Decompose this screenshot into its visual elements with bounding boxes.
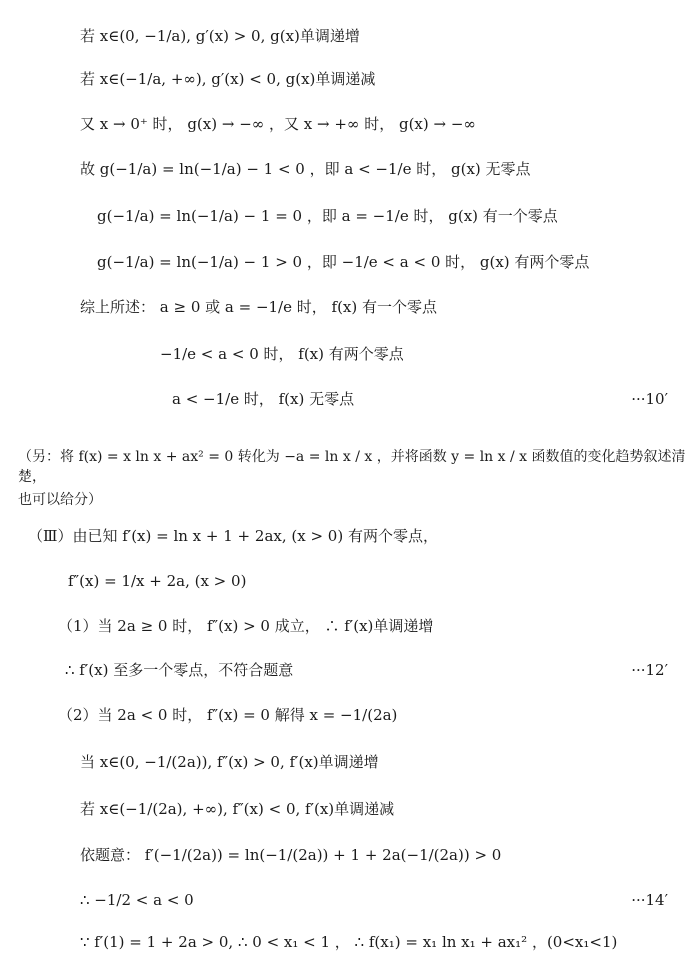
part-3-intro: （Ⅲ）由已知 f′(x) = ln x + 1 + 2ax, (x > 0) 有两个零点，: [28, 527, 438, 545]
case-1: （1）当 2a ≥ 0 时， f″(x) > 0 成立， ∴ f′(x)单调递增: [58, 617, 434, 635]
line-8: −1/e < a < 0 时， f(x) 有两个零点: [160, 345, 404, 363]
a-range: ∴ −1/2 < a < 0: [80, 891, 194, 909]
case-2: （2）当 2a < 0 时， f″(x) = 0 解得 x = −1/(2a): [58, 706, 398, 724]
line-6: g(−1/a) = ln(−1/a) − 1 > 0 ，即 −1/e < a < 0 时， g(x) 有两个零点: [97, 253, 590, 271]
case-1-conclusion: ∴ f′(x) 至多一个零点，不符合题意: [65, 661, 294, 679]
case-2-decreasing: 若 x∈(−1/(2a), +∞), f″(x) < 0, f′(x)单调递减: [80, 800, 395, 818]
line-4: 故 g(−1/a) = ln(−1/a) − 1 < 0 ，即 a < −1/e 时， g(x) 无零点: [80, 160, 531, 178]
line-2: 若 x∈(−1/a, +∞), g′(x) < 0, g(x)单调递减: [80, 70, 376, 88]
case-2-increasing: 当 x∈(0, −1/(2a)), f″(x) > 0, f′(x)单调递增: [80, 753, 379, 771]
line-5: g(−1/a) = ln(−1/a) − 1 = 0 ，即 a = −1/e 时， g(x) 有一个零点: [97, 207, 558, 225]
score-mark-14: ···14′: [631, 891, 668, 909]
line-3: 又 x → 0⁺ 时， g(x) → −∞ ，又 x → +∞ 时， g(x) → −∞: [80, 115, 476, 133]
second-derivative: f″(x) = 1/x + 2a, (x > 0): [68, 572, 247, 590]
line-1: 若 x∈(0, −1/a), g′(x) > 0, g(x)单调递增: [80, 27, 360, 45]
line-7: 综上所述： a ≥ 0 或 a = −1/e 时， f(x) 有一个零点: [80, 298, 438, 316]
condition: 依题意： f′(−1/(2a)) = ln(−1/(2a)) + 1 + 2a(−1/(2a)) > 0: [80, 846, 502, 864]
alt-note-cont: 也可以给分）: [18, 492, 102, 508]
alt-note: （另：将 f(x) = x ln x + ax² = 0 转化为 −a = ln x / x ，并将函数 y = ln x / x 函数值的变化趋势叙述清楚，: [18, 449, 686, 485]
score-mark-12: ···12′: [631, 661, 668, 679]
line-9: a < −1/e 时， f(x) 无零点: [172, 390, 355, 408]
final-line: ∵ f′(1) = 1 + 2a > 0, ∴ 0 < x₁ < 1 ， ∴ f(x₁) = x₁ ln x₁ + ax₁² ，(0<x₁<1): [80, 933, 618, 951]
score-mark-10: ···10′: [631, 390, 668, 408]
